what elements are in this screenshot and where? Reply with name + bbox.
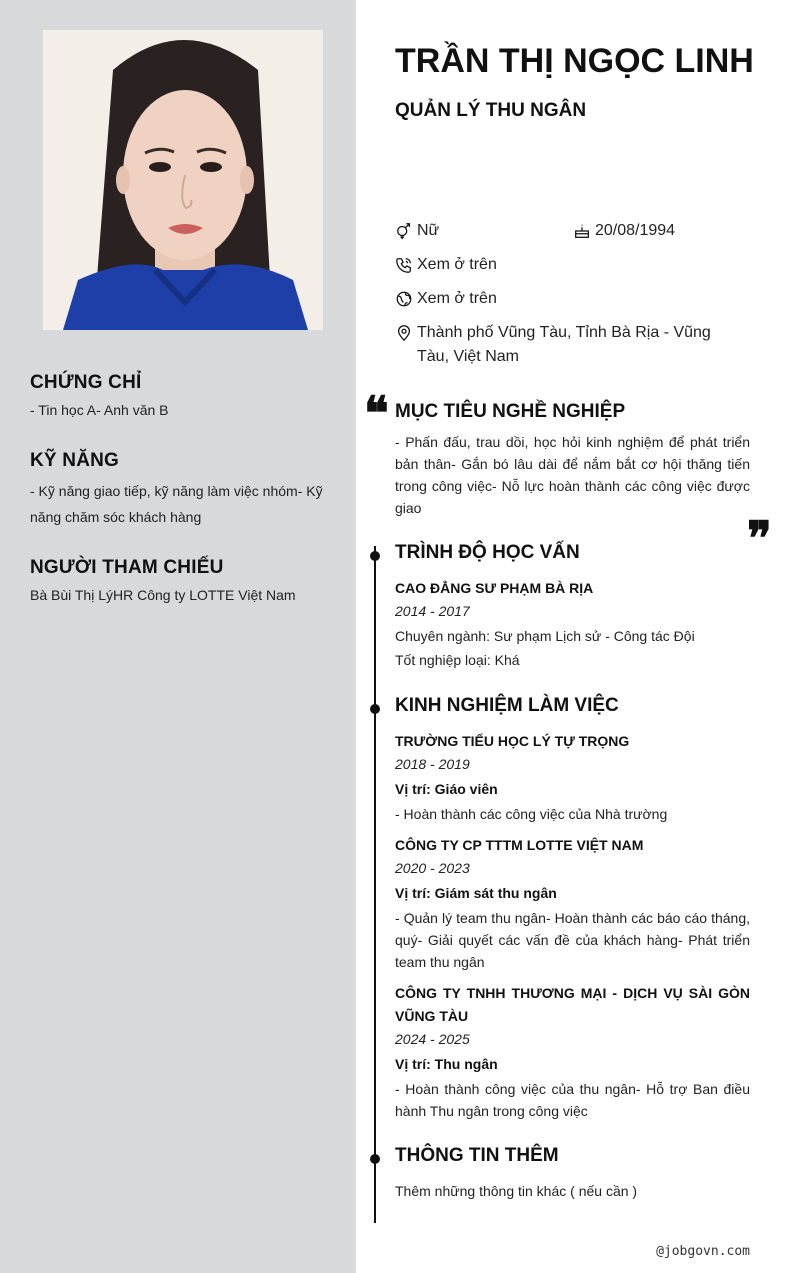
job-position: Vị trí: Giáo viên	[395, 781, 498, 797]
candidate-name: TRẦN THỊ NGỌC LINH	[395, 42, 754, 80]
certificates-title: CHỨNG CHỈ	[30, 372, 142, 393]
birthday-cake-icon	[573, 219, 595, 243]
globe-icon	[395, 287, 417, 311]
education-title: TRÌNH ĐỘ HỌC VẤN	[395, 542, 580, 563]
birthday-row	[573, 219, 675, 243]
references-text: Bà Bùi Thị LýHR Công ty LOTTE Việt Nam	[30, 587, 296, 603]
education-period: 2014 - 2017	[395, 603, 470, 619]
phone-row	[395, 253, 497, 277]
timeline-dot-experience	[370, 704, 380, 714]
experience-title: KINH NGHIỆM LÀM VIỆC	[395, 695, 619, 716]
job-company: CÔNG TY TNHH THƯƠNG MẠI - DỊCH VỤ SÀI GÒN VŨNG TÀU	[395, 985, 750, 1024]
gender-row	[395, 219, 439, 243]
job-company: CÔNG TY CP TTTM LOTTE VIỆT NAM	[395, 837, 644, 853]
certificates-text: - Tin học A- Anh văn B	[30, 402, 169, 418]
job-title: QUẢN LÝ THU NGÂN	[395, 100, 587, 121]
open-quote-icon: ❝	[364, 386, 389, 440]
job-period: 2018 - 2019	[395, 756, 470, 772]
timeline-dot-extra	[370, 1154, 380, 1164]
timeline-dot-education	[370, 551, 380, 561]
watermark: @jobgovn.com	[656, 1244, 750, 1259]
job-position: Vị trí: Thu ngân	[395, 1056, 498, 1072]
website-row	[395, 287, 497, 311]
job-position: Vị trí: Giám sát thu ngân	[395, 885, 557, 901]
certificates-section	[30, 372, 330, 423]
skills-title: KỸ NĂNG	[30, 450, 120, 471]
address-value: Thành phố Vũng Tàu, Tỉnh Bà Rịa - Vũng Tàu, Việt Nam	[417, 324, 711, 365]
education-grade: Tốt nghiệp loại: Khá	[395, 652, 520, 668]
website-value: Xem ở trên	[417, 290, 497, 307]
gender-value: Nữ	[417, 222, 440, 239]
references-section	[30, 557, 330, 608]
job-description: - Hoàn thành công việc của thu ngân- Hỗ trợ Ban điều hành Thu ngân trong công việc	[395, 1081, 750, 1119]
address-row	[395, 321, 740, 369]
extra-title: THÔNG TIN THÊM	[395, 1145, 559, 1166]
objective-title: MỤC TIÊU NGHỀ NGHIỆP	[395, 401, 626, 422]
education-school: CAO ĐẲNG SƯ PHẠM BÀ RỊA	[395, 580, 594, 596]
gender-icon	[395, 219, 417, 243]
timeline-line	[374, 546, 376, 1223]
close-quote-icon: ❞	[747, 511, 772, 565]
phone-icon	[395, 253, 417, 277]
extra-text: Thêm những thông tin khác ( nếu cần )	[395, 1183, 638, 1199]
job-period: 2024 - 2025	[395, 1031, 470, 1047]
job-description: - Hoàn thành các công việc của Nhà trường	[395, 806, 668, 822]
birthday-value: 20/08/1994	[595, 222, 676, 239]
job-company: TRƯỜNG TIỂU HỌC LÝ TỰ TRỌNG	[395, 733, 630, 749]
location-pin-icon	[395, 321, 417, 345]
profile-photo	[43, 30, 323, 330]
phone-value: Xem ở trên	[417, 256, 497, 273]
job-description: - Quản lý team thu ngân- Hoàn thành các báo cáo tháng, quý- Giải quyết các vấn đề của khách hàng- Phát triển team thu ngân	[395, 910, 750, 970]
objective-text: - Phấn đấu, trau dồi, học hỏi kinh nghiệm để phát triển bản thân- Gắn bó lâu dài để nắm bắt cơ hội thăng tiến trong công việc- Nỗ lực hoàn thành các công việc được giao	[395, 434, 750, 516]
skills-section	[30, 450, 330, 530]
job-period: 2020 - 2023	[395, 860, 470, 876]
references-title: NGƯỜI THAM CHIẾU	[30, 557, 224, 578]
education-major: Chuyên ngành: Sư phạm Lịch sử - Công tác Đội	[395, 628, 695, 644]
skills-text: - Kỹ năng giao tiếp, kỹ năng làm việc nhóm- Kỹ năng chăm sóc khách hàng	[30, 483, 323, 525]
